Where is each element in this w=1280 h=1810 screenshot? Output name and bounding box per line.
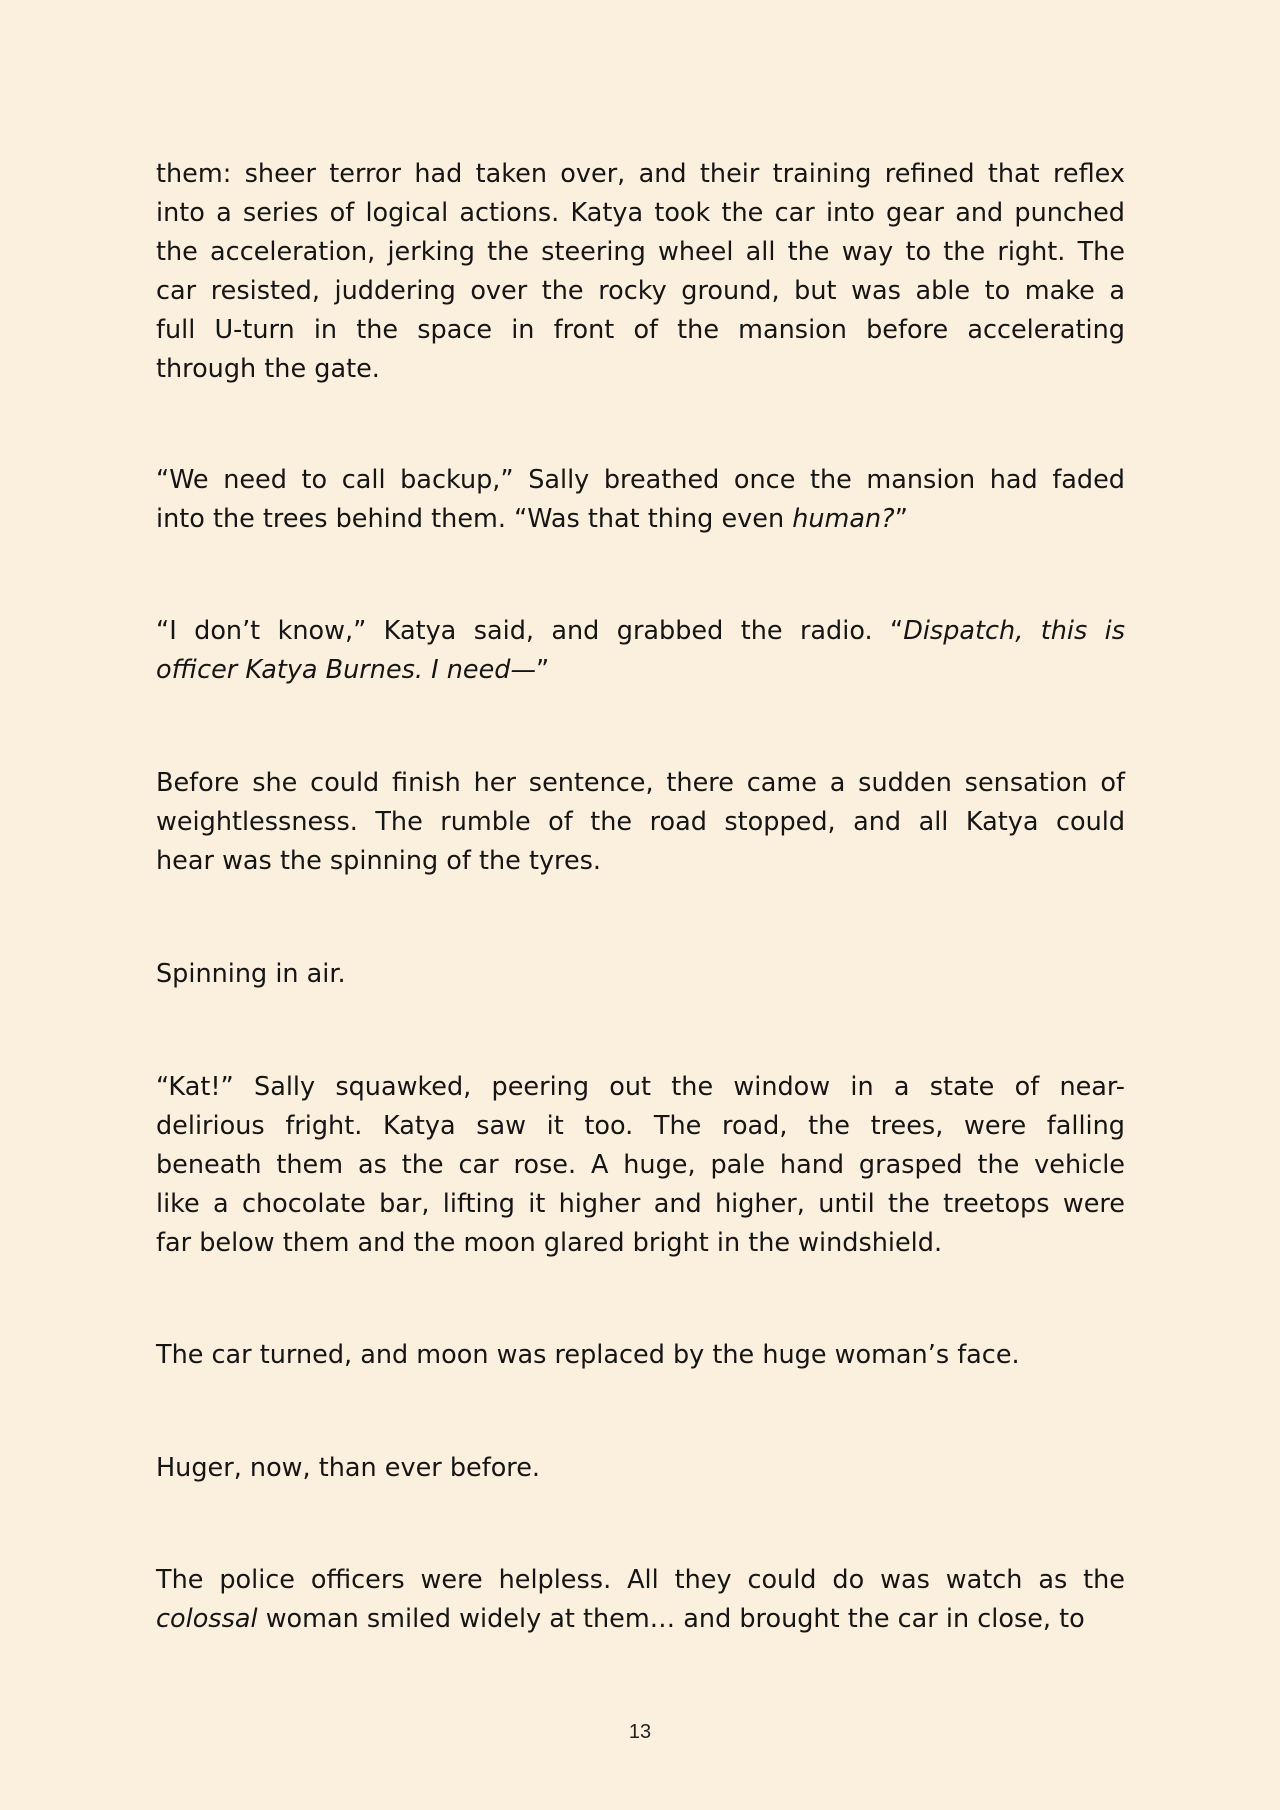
text-line (156, 842, 1125, 881)
text-run: far below them and the moon glared bright in the windshield. (156, 1228, 943, 1258)
text-run: hear was the spinning of the tyres. (156, 846, 602, 876)
italic-text-run: Dispatch, this is (903, 616, 1126, 646)
text-line (156, 1107, 1125, 1146)
text-line (156, 1336, 1125, 1375)
text-line (156, 155, 1125, 194)
paragraph-2 (156, 461, 1125, 539)
text-run: Spinning in air. (156, 959, 346, 989)
text-run: “We need to call backup,” Sally breathed once the mansion had faded (156, 465, 1125, 495)
text-run: into a series of logical actions. Katya took the car into gear and punched (156, 198, 1125, 228)
text-run: ” (894, 504, 908, 534)
text-run: weightlessness. The rumble of the road stopped, and all Katya could (156, 807, 1125, 837)
paragraph-1 (156, 155, 1125, 389)
text-run: full U-turn in the space in front of the mansion before accelerating (156, 315, 1125, 345)
text-line (156, 350, 1125, 389)
text-line (156, 955, 1125, 994)
text-run: Huger, now, than ever before. (156, 1453, 541, 1483)
text-line (156, 272, 1125, 311)
text-line (156, 461, 1125, 500)
text-run: the acceleration, jerking the steering wheel all the way to the right. The (156, 237, 1125, 267)
text-run: ” (536, 655, 550, 685)
text-run: “I don’t know,” Katya said, and grabbed the radio. “ (156, 616, 904, 646)
paragraph-6 (156, 1068, 1125, 1263)
paragraph-4 (156, 764, 1125, 881)
italic-text-run: human? (792, 504, 895, 534)
text-run: The police officers were helpless. All they could do was watch as the (156, 1565, 1125, 1595)
text-run: beneath them as the car rose. A huge, pale hand grasped the vehicle (156, 1150, 1125, 1180)
paragraph-9 (156, 1561, 1125, 1639)
text-run: Before she could finish her sentence, there came a sudden sensation of (156, 768, 1125, 798)
text-run: like a chocolate bar, lifting it higher and higher, until the treetops were (156, 1189, 1125, 1219)
text-line (156, 1146, 1125, 1185)
text-line (156, 651, 1125, 690)
text-line (156, 764, 1125, 803)
paragraph-3 (156, 612, 1125, 690)
italic-text-run: colossal (156, 1604, 258, 1634)
text-line (156, 1449, 1125, 1488)
text-line (156, 500, 1125, 539)
text-line (156, 233, 1125, 272)
text-line (156, 1600, 1125, 1639)
text-line (156, 1068, 1125, 1107)
text-run: “Kat!” Sally squawked, peering out the window in a state of near- (156, 1072, 1125, 1102)
italic-text-run: officer Katya Burnes. I need— (156, 655, 536, 685)
text-line (156, 194, 1125, 233)
page-number: 13 (628, 1721, 652, 1743)
paragraph-8 (156, 1449, 1125, 1488)
text-run: woman smiled widely at them… and brought the car in close, to (257, 1604, 1085, 1634)
text-line (156, 803, 1125, 842)
text-line (156, 311, 1125, 350)
text-line (156, 612, 1125, 651)
text-run: The car turned, and moon was replaced by the huge woman’s face. (156, 1340, 1020, 1370)
paragraph-7 (156, 1336, 1125, 1375)
text-run: car resisted, juddering over the rocky ground, but was able to make a (156, 276, 1125, 306)
text-run: into the trees behind them. “Was that thing even (156, 504, 793, 534)
text-run: them: sheer terror had taken over, and their training refined that reflex (156, 159, 1125, 189)
text-line (156, 1185, 1125, 1224)
paragraph-5 (156, 955, 1125, 994)
text-line (156, 1224, 1125, 1263)
text-run: delirious fright. Katya saw it too. The road, the trees, were falling (156, 1111, 1125, 1141)
text-run: through the gate. (156, 354, 380, 384)
text-line (156, 1561, 1125, 1600)
